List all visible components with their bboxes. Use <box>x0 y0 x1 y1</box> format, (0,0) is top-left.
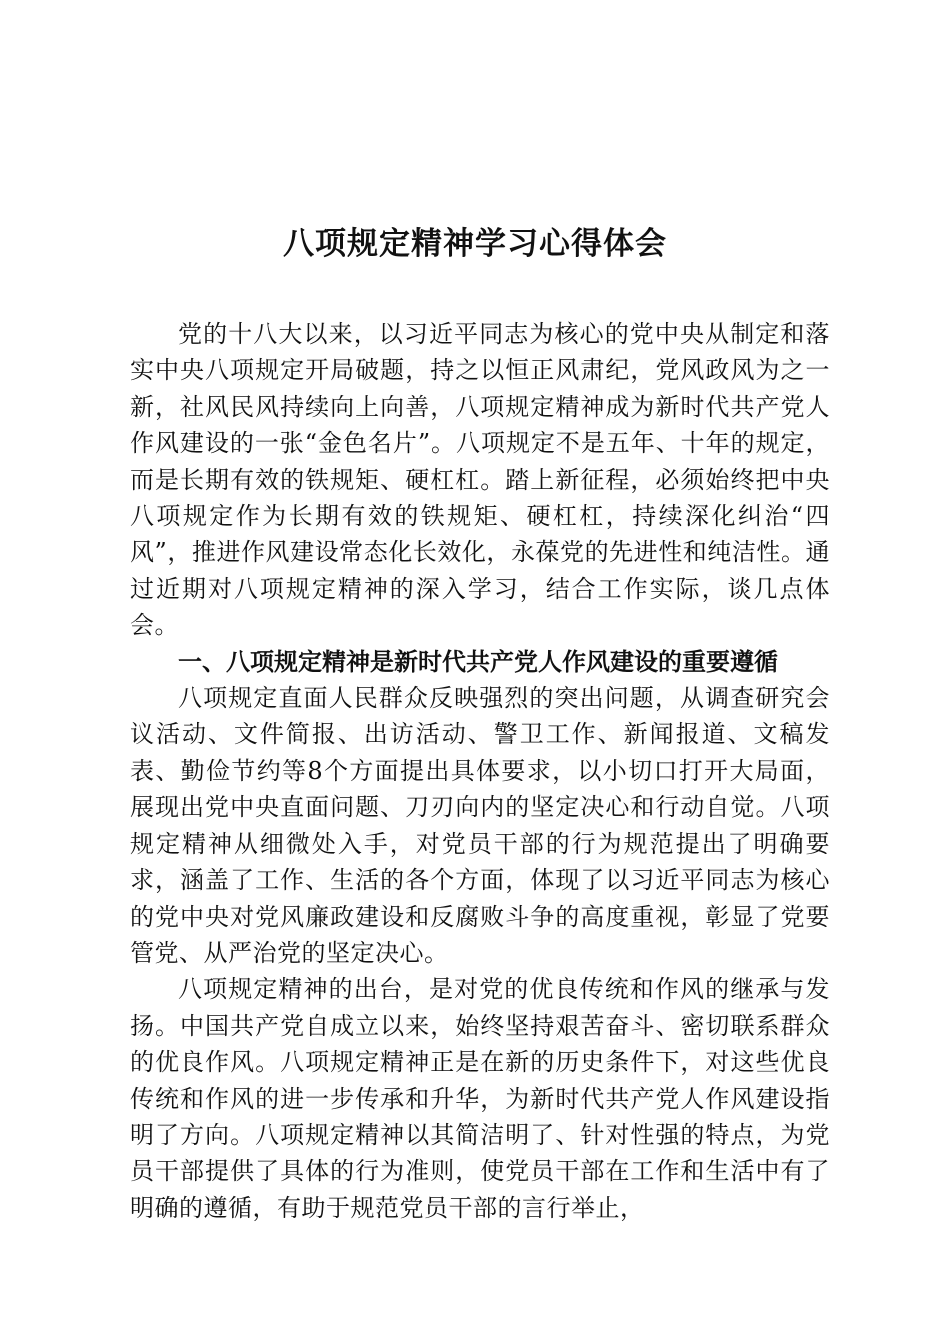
paragraph-section1-1: 八项规定直面人民群众反映强烈的突出问题，从调查研究会议活动、文件简报、出访活动、警卫工作、新闻报道、文稿发表、勤俭节约等8个方面提出具体要求，以小切口打开大局面，展现出党中央直面问题、刀刃向内的坚定决心和行动自觉。八项规定精神从细微处入手，对党员干部的行为规范提出了明确要求，涵盖了工作、生活的各个方面，体现了以习近平同志为核心的党中央对党风廉政建设和反腐败斗争的高度重视，彰显了党要管党、从严治党的坚定决心。 <box>130 684 830 967</box>
document-body <box>130 316 830 1226</box>
paragraph-section1-2: 八项规定精神的出台，是对党的优良传统和作风的继承与发扬。中国共产党自成立以来，始终坚持艰苦奋斗、密切联系群众的优良作风。八项规定精神正是在新的历史条件下，对这些优良传统和作风的进一步传承和升华，为新时代共产党人作风建设指明了方向。八项规定精神以其简洁明了、针对性强的特点，为党员干部提供了具体的行为准则，使党员干部在工作和生活中有了明确的遵循，有助于规范党员干部的言行举止， <box>130 975 830 1222</box>
document-title: 八项规定精神学习心得体会 <box>283 226 667 262</box>
section-heading-1: 一、八项规定精神是新时代共产党人作风建设的重要遵循 <box>178 646 778 676</box>
paragraph-intro: 党的十八大以来，以习近平同志为核心的党中央从制定和落实中央八项规定开局破题，持之以恒正风肃纪，党风政风为之一新，社风民风持续向上向善，八项规定精神成为新时代共产党人作风建设的一张“金色名片”。八项规定不是五年、十年的规定，而是长期有效的铁规矩、硬杠杠。踏上新征程，必须始终把中央八项规定作为长期有效的铁规矩、硬杠杠，持续深化纠治“四风”，推进作风建设常态化长效化，永葆党的先进性和纯洁性。通过近期对八项规定精神的深入学习，结合工作实际，谈几点体会。 <box>130 320 830 640</box>
